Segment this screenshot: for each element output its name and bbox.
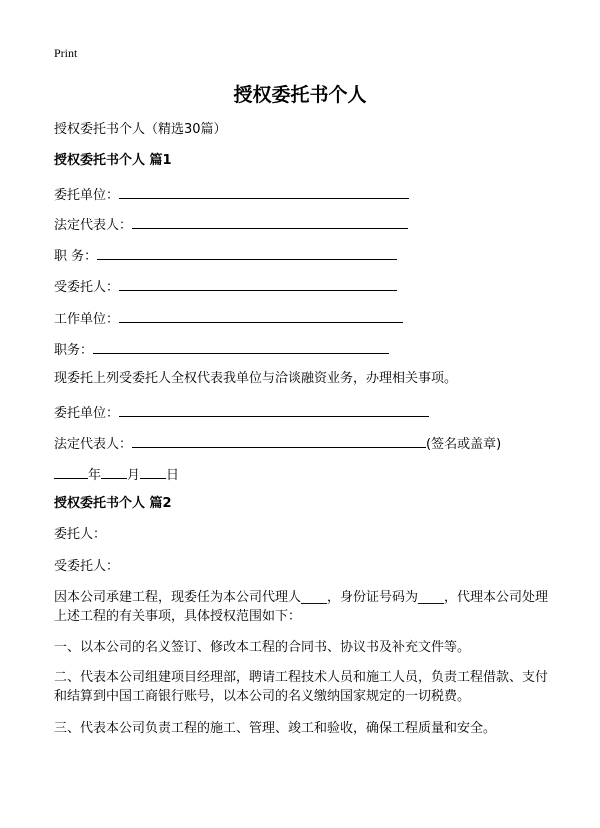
- date-year: 年: [88, 468, 102, 483]
- fill-blank: [119, 184, 409, 199]
- field-legal-rep: [54, 214, 408, 235]
- fill-blank: [119, 276, 397, 291]
- field-label: 法定代表人：: [54, 218, 133, 233]
- fill-blank: [119, 402, 429, 417]
- field-entrusting-unit: [54, 184, 409, 205]
- fill-blank: [54, 464, 88, 479]
- field-trustee2: 受委托人：: [54, 559, 120, 574]
- print-label[interactable]: Print: [54, 46, 78, 60]
- field-position2: [54, 339, 389, 360]
- list-item-1: 一、以本公司的名义签订、修改本工程的合同书、协议书及补充文件等。: [54, 640, 471, 655]
- field-trustee: [54, 276, 397, 297]
- field-label: 职务：: [54, 343, 94, 358]
- section1-heading: 授权委托书个人 篇1: [54, 153, 172, 168]
- field-label: 职 务：: [54, 249, 98, 264]
- list-item-3: 三、代表本公司负责工程的施工、管理、竣工和验收，确保工程质量和安全。: [54, 721, 497, 736]
- fill-blank: [132, 433, 426, 448]
- field-legal-rep2: [54, 433, 501, 454]
- fill-blank: [132, 214, 408, 229]
- date-day: 日: [166, 468, 180, 483]
- field-label: 法定代表人：: [54, 437, 133, 452]
- field-label: 工作单位：: [54, 312, 120, 327]
- date-month: 月: [127, 468, 141, 483]
- fill-blank: [93, 339, 389, 354]
- document-subtitle: 授权委托书个人（精选30篇）: [54, 122, 227, 137]
- fill-blank: [97, 245, 397, 260]
- paragraph-scope: 因本公司承建工程，现委任为本公司代理人____，身份证号码为____，代理本公司处理上述工程的有关事项，具体授权范围如下：: [54, 590, 549, 624]
- sign-note: (签名或盖章): [426, 437, 502, 452]
- fill-blank: [119, 308, 403, 323]
- field-position: [54, 245, 397, 266]
- statement-text: 现委托上列受委托人全权代表我单位与洽谈融资业务，办理相关事项。: [54, 371, 458, 386]
- fill-blank: [140, 464, 166, 479]
- field-entrusting-unit2: [54, 402, 429, 423]
- fill-blank: [101, 464, 127, 479]
- field-principal: 委托人：: [54, 527, 107, 542]
- field-label: 委托单位：: [54, 406, 120, 421]
- list-item-2: 二、代表本公司组建项目经理部，聘请工程技术人员和施工人员，负责工程借款、支付和结算到中国工商银行账号，以本公司的名义缴纳国家规定的一切税费。: [54, 670, 549, 704]
- field-work-unit: [54, 308, 403, 329]
- section2-heading: 授权委托书个人 篇2: [54, 496, 172, 511]
- document-title: 授权委托书个人: [233, 84, 367, 106]
- field-label: 受委托人：: [54, 280, 120, 295]
- field-label: 委托单位：: [54, 188, 120, 203]
- date-line: [54, 464, 179, 485]
